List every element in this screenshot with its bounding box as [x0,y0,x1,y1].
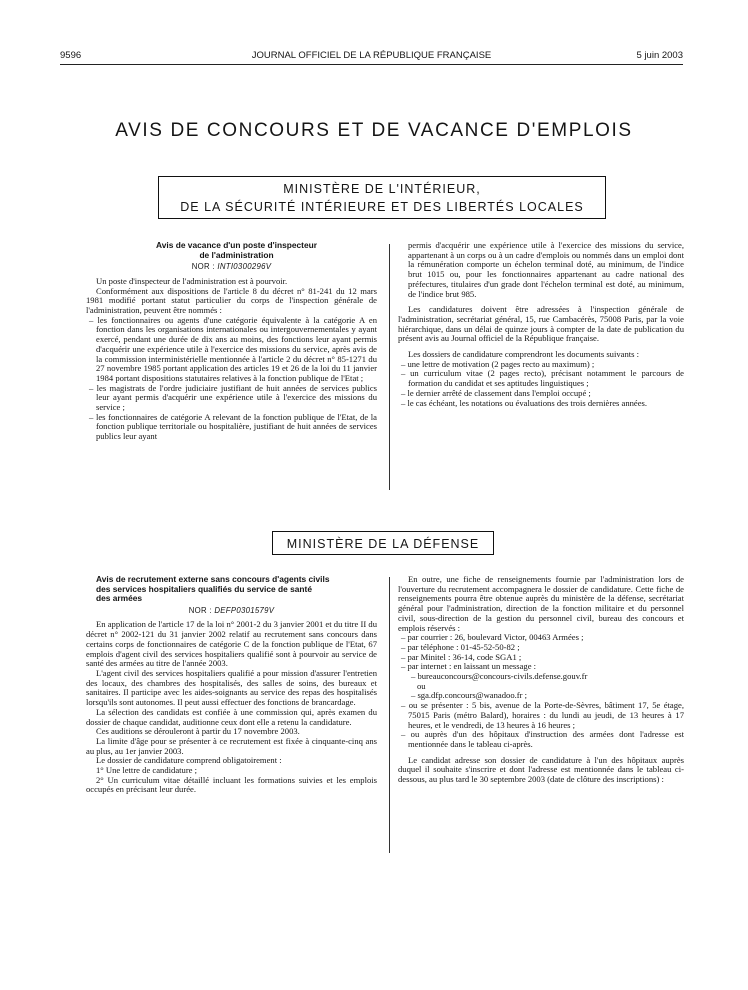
nor-reference: NOR : DEFP0301579V [188,605,275,615]
ministry-interior-box [158,176,606,219]
list-item: – par courrier : 26, boulevard Victor, 00463 Armées ; [401,632,584,643]
paragraph: Ces auditions se dérouleront à partir du 17 novembre 2003. [96,726,300,737]
interior-column-right [398,241,684,408]
ministry-defense-name: MINISTÈRE DE LA DÉFENSE [286,537,480,551]
issue-date: 5 juin 2003 [636,50,683,61]
list-item: – par téléphone : 01-45-52-50-82 ; [401,641,520,652]
column-divider [389,577,390,853]
column-divider [389,244,390,490]
ministry-interior-line1: MINISTÈRE DE L'INTÉRIEUR, [283,182,481,196]
paragraph: permis d'acquérir une expérience utile à l'exercice des missions du service, appartenant à un corps ou à un cadre d'emplois ou nommés dans un emploi dont la rémunération comporte un échelon terminal doté, au minimum, de l'indice brut 1015 ou, pour les fonctionnaires appartenant au cadre national des préfectures, titulaires d'un grade dont l'échelon terminal est doté, au minimum, de l'indice brut 985. [408,240,684,299]
paragraph: La sélection des candidats est confiée à une commission qui, après examen du dossier de chaque candidat, auditionne ceux dont elle a retenu la candidature. [86,706,377,727]
paragraph: Un poste d'inspecteur de l'administration est à pourvoir. [96,275,288,286]
nor-code: INTI0300296V [217,262,272,272]
list-item: – par internet : en laissant un message : [401,661,537,672]
nor-code: DEFP0301579V [214,605,275,615]
defense-column-left [86,575,377,795]
list-item: – les magistrats de l'ordre judiciaire justifiant de huit années de services publics leur ayant permis d'acquérir une expérience utile à l'exercice des missions du service ; [89,382,377,413]
list-item: – par Minitel : 36-14, code SGA1 ; [401,651,522,662]
list-item: – une lettre de motivation (2 pages recto au maximum) ; [401,358,595,369]
article-title-line3: des armées [96,593,143,604]
paragraph: L'agent civil des services hospitaliers qualifié a pour mission d'assurer l'entretien des locaux, des chambres des hospitalisés, des salles de soins, des bureaux et sanitaires. Il participe avec les aides-soignants au service des repas des hospitalisés lorsqu'ils sont autonomes. Il peut aussi effectuer des fonctions de brancardage. [86,668,377,708]
email-address: – sga.dfp.concours@wanadoo.fr ; [411,690,528,701]
list-connector: ou [417,680,426,691]
list-item: – le dernier arrêté de classement dans l'emploi occupé ; [401,387,591,398]
email-address: – bureauconcours@concours-civils.defense.gouv.fr [411,671,588,682]
paragraph: 1° Une lettre de candidature ; [96,765,198,776]
paragraph: Le candidat adresse son dossier de candidature à l'un des hôpitaux auprès duquel il souhaite s'inscrire et dont l'adresse est mentionnée dans le tableau ci-dessous, au plus tard le 30 septembre 2003 (date de clôture des inscriptions) : [398,754,684,785]
list-item: – les fonctionnaires de catégorie A relevant de la fonction publique de l'Etat, de la fonction publique territoriale ou hospitalière, justifiant de huit années de services publics leur ayant [89,411,377,442]
nor-reference: NOR : INTI0300296V [191,262,272,272]
ministry-interior-line2: DE LA SÉCURITÉ INTÉRIEURE ET DES LIBERTÉS LOCALES [180,200,584,214]
defense-column-right [398,575,684,785]
paragraph: En application de l'article 17 de la loi n° 2001-2 du 3 janvier 2001 et du titre II du décret n° 2002-121 du 31 janvier 2002 relatif au recrutement sans concours dans certains corps de fonctionnaires de catégorie C de la fonction publique de l'Etat, 67 emplois d'agent civil des services hospitaliers qualifié sont à pourvoir au service de santé des armées au titre de l'année 2003. [86,619,377,669]
paragraph: Le dossier de candidature comprend obligatoirement : [96,755,282,766]
page-number: 9596 [60,50,82,61]
list-item: – ou se présenter : 5 bis, avenue de la Porte-de-Sèvres, bâtiment 17, 5e étage, 75015 Paris (métro Balard), horaires : du lundi au jeudi, de 13 heures à 17 heures, et le vendredi, de 13 heures à 16 heures ; [401,700,684,730]
article-title-line2: des services hospitaliers qualifiés du service de santé [96,583,312,594]
list-item: – ou auprès d'un des hôpitaux d'instruction des armées dont l'adresse est mentionnée dans le tableau ci-après. [401,729,684,749]
paragraph: Les candidatures doivent être adressées à l'inspection générale de l'administration, secrétariat général, 15, rue Cambacérès, 75008 Paris, par la voie hiérarchique, dans un délai de quinze jours à compter de la date de publication du présent avis au Journal officiel de la République française. [398,304,684,344]
paragraph: Conformément aux dispositions de l'article 8 du décret n° 81-241 du 12 mars 1981 modifié portant statut particulier du corps de l'inspection générale de l'administration, peuvent être nommés : [86,285,377,315]
paragraph: Les dossiers de candidature comprendront les documents suivants : [408,349,640,360]
running-header [60,50,683,65]
ministry-defense-box [272,531,494,555]
interior-column-left [86,241,377,442]
list-item: – un curriculum vitae (2 pages recto), précisant notamment le parcours de formation du candidat et ses aptitudes linguistiques ; [401,368,684,389]
page-title: AVIS DE CONCOURS ET DE VACANCE D'EMPLOIS [115,120,633,141]
article-title-line2: de l'administration [199,249,274,260]
article-title-line1: Avis de vacance d'un poste d'inspecteur [156,240,317,250]
article-title-line1: Avis de recrutement externe sans concours d'agents civils [96,574,330,584]
paragraph: 2° Un curriculum vitae détaillé incluant les formations suivies et les emplois occupés en précisant leur durée. [86,774,377,795]
journal-title: JOURNAL OFFICIEL DE LA RÉPUBLIQUE FRANÇAISE [251,50,492,61]
list-item: – le cas échéant, les notations ou évaluations des trois dernières années. [401,397,648,408]
list-item: – les fonctionnaires ou agents d'une catégorie équivalente à la catégorie A en fonction dans les organisations internationales ou intergouvernementales y ayant exercé, pendant une durée de dix ans au moins, des fonctions leur ayant permis d'acquérir une expérience utile à l'exercice des missions du service, après avis de la commission interministérielle mentionnée à l'article 2 du décret n° 85-1271 du 27 novembre 1985 portant application des articles 19 et 26 de la loi du 11 janvier 1984 portant dispositions statutaires relatives à la fonction publique de l'Etat ; [89,314,377,383]
paragraph: La limite d'âge pour se présenter à ce recrutement est fixée à cinquante-cinq ans au plus, au 1er janvier 2003. [86,735,377,756]
paragraph: En outre, une fiche de renseignements fournie par l'administration lors de l'ouverture du recrutement accompagnera le dossier de candidature. Cette fiche de renseignements pourra être obtenue auprès du ministère de la défense, secrétariat général pour l'administration, direction de la fonction militaire et du personnel civil, sous-direction de la gestion du personnel civil, bureau des concours et emplois réservés : [398,574,684,633]
